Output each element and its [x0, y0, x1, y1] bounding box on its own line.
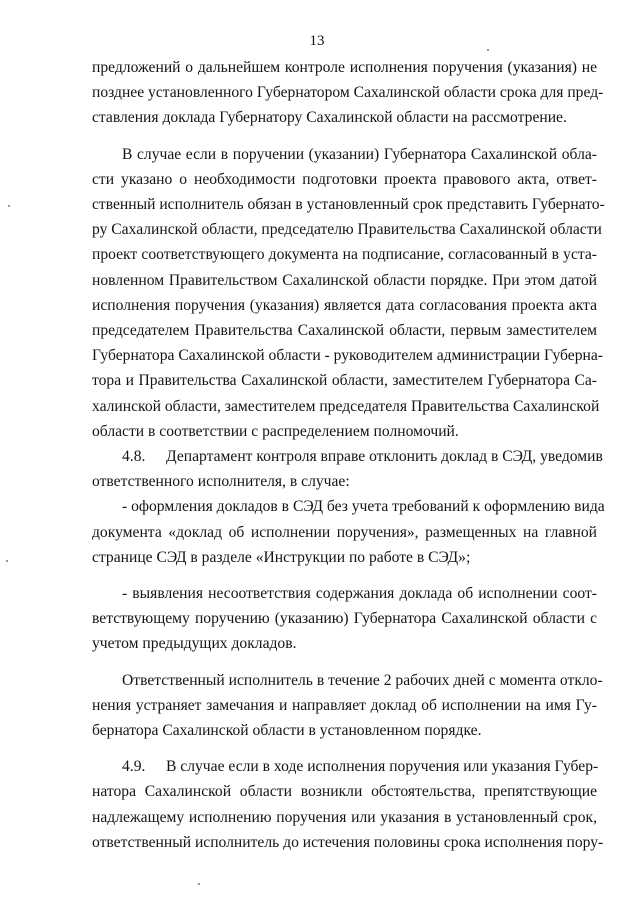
text-line-p7-l2 [92, 779, 597, 804]
line-text: натора Сахалинской области возникли обстоятельства, препятствующие [92, 783, 597, 801]
text-line-p5-l1 [92, 581, 597, 606]
clause-number: 4.8. [122, 448, 146, 466]
line-text: В случае если в поручении (указании) Губернатора Сахалинской обла- [122, 145, 597, 163]
text-line-p6-l1 [92, 668, 603, 693]
text-line-p2-l1 [92, 142, 597, 167]
line-text: позднее установленного Губернатором Сахалинской области срока для пред- [92, 84, 604, 102]
clause-number: 4.9. [122, 758, 146, 776]
scan-speck [487, 49, 489, 51]
text-line-p6-l2 [92, 693, 597, 718]
text-line-p6-l3 [92, 718, 597, 743]
line-text: учетом предыдущих докладов. [92, 635, 297, 653]
line-text: новленном Правительством Сахалинской области порядке. При этом датой [92, 271, 597, 289]
text-line-p2-l11 [92, 394, 600, 419]
line-text: сти указано о необходимости подготовки проекта правового акта, ответ- [92, 170, 597, 188]
text-line-p7-l4 [92, 830, 604, 855]
line-text: области в соответствии с распределением полномочий. [92, 422, 459, 440]
text-line-p3-l2 [92, 469, 597, 494]
text-line-p2-l5 [92, 242, 597, 267]
scan-speck [8, 205, 10, 207]
paragraph-gap [92, 570, 597, 581]
text-line-p5-l3 [92, 631, 597, 656]
text-line-p2-l2 [92, 167, 597, 192]
paragraph-gap [92, 657, 597, 668]
text-line-p2-l6 [92, 268, 597, 293]
text-line-p2-l8 [92, 318, 597, 343]
line-text: ответственного исполнителя, в случае: [92, 473, 350, 491]
line-text: бернатора Сахалинской области в установленном порядке. [92, 722, 482, 740]
text-line-p2-l3 [92, 192, 605, 217]
text-line-p1-l2 [92, 80, 604, 105]
text-line-p1-l1 [92, 55, 597, 80]
text-line-p4-l1 [92, 494, 605, 519]
line-text: В случае если в ходе исполнения поручения или указания Губер- [166, 758, 599, 776]
page-number: 13 [309, 33, 325, 49]
line-text: проект соответствующего документа на подписание, согласованный в уста- [92, 246, 597, 264]
line-text: Ответственный исполнитель в течение 2 рабочих дней с момента откло- [122, 671, 603, 689]
line-text: документа «доклад об исполнении поручения», размещенных на главной [92, 523, 597, 541]
text-line-p2-l4 [92, 217, 602, 242]
text-line-p2-l9 [92, 343, 603, 368]
text-line-p2-l12 [92, 419, 597, 444]
line-text: ру Сахалинской области, председателю Правительства Сахалинской области [92, 221, 602, 239]
line-text: исполнения поручения (указания) является дата согласования проекта акта [92, 296, 597, 314]
line-text: ственный исполнитель обязан в установленный срок представить Губернато- [92, 196, 605, 214]
line-text: странице СЭД в разделе «Инструкции по работе в СЭД»; [92, 548, 471, 566]
text-line-p3-l1 [92, 444, 603, 469]
text-line-p7-l1 [92, 754, 597, 779]
text-line-p5-l2 [92, 606, 597, 631]
text-line-p1-l3 [92, 105, 597, 130]
line-text: ответственный исполнитель до истечения половины срока исполнения пору- [92, 833, 604, 851]
line-text: Губернатора Сахалинской области - руководителем администрации Губерна- [92, 347, 603, 365]
text-line-p2-l10 [92, 368, 597, 393]
text-line-p7-l3 [92, 805, 597, 830]
line-text: нения устраняет замечания и направляет доклад об исполнении на имя Гу- [92, 696, 597, 714]
text-line-p2-l7 [92, 293, 597, 318]
text-line-p4-l2 [92, 520, 597, 545]
line-text: ставления доклада Губернатору Сахалинской области на рассмотрение. [92, 109, 567, 127]
line-text: тора и Правительства Сахалинской области, заместителем Губернатора Са- [92, 372, 597, 390]
text-line-p4-l3 [92, 545, 597, 570]
paragraph-gap [92, 743, 597, 754]
scan-speck [198, 883, 200, 885]
paragraph-gap [92, 131, 597, 142]
line-text: Департамент контроля вправе отклонить доклад в СЭД, уведомив [166, 448, 603, 466]
line-text: председателем Правительства Сахалинской области, первым заместителем [92, 322, 597, 340]
line-text: надлежащему исполнению поручения или указания в установленный срок, [92, 808, 597, 826]
line-text: халинской области, заместителем председателя Правительства Сахалинской [92, 397, 600, 415]
scan-speck [6, 560, 8, 562]
line-text: - выявления несоответствия содержания доклада об исполнении соот- [122, 585, 597, 603]
line-text: предложений о дальнейшем контроле исполнения поручения (указания) не [92, 59, 597, 76]
line-text: ветствующему поручению (указанию) Губернатора Сахалинской области с [92, 610, 597, 628]
line-text: - оформления докладов в СЭД без учета требований к оформлению вида [122, 498, 605, 516]
document-body [92, 55, 605, 855]
